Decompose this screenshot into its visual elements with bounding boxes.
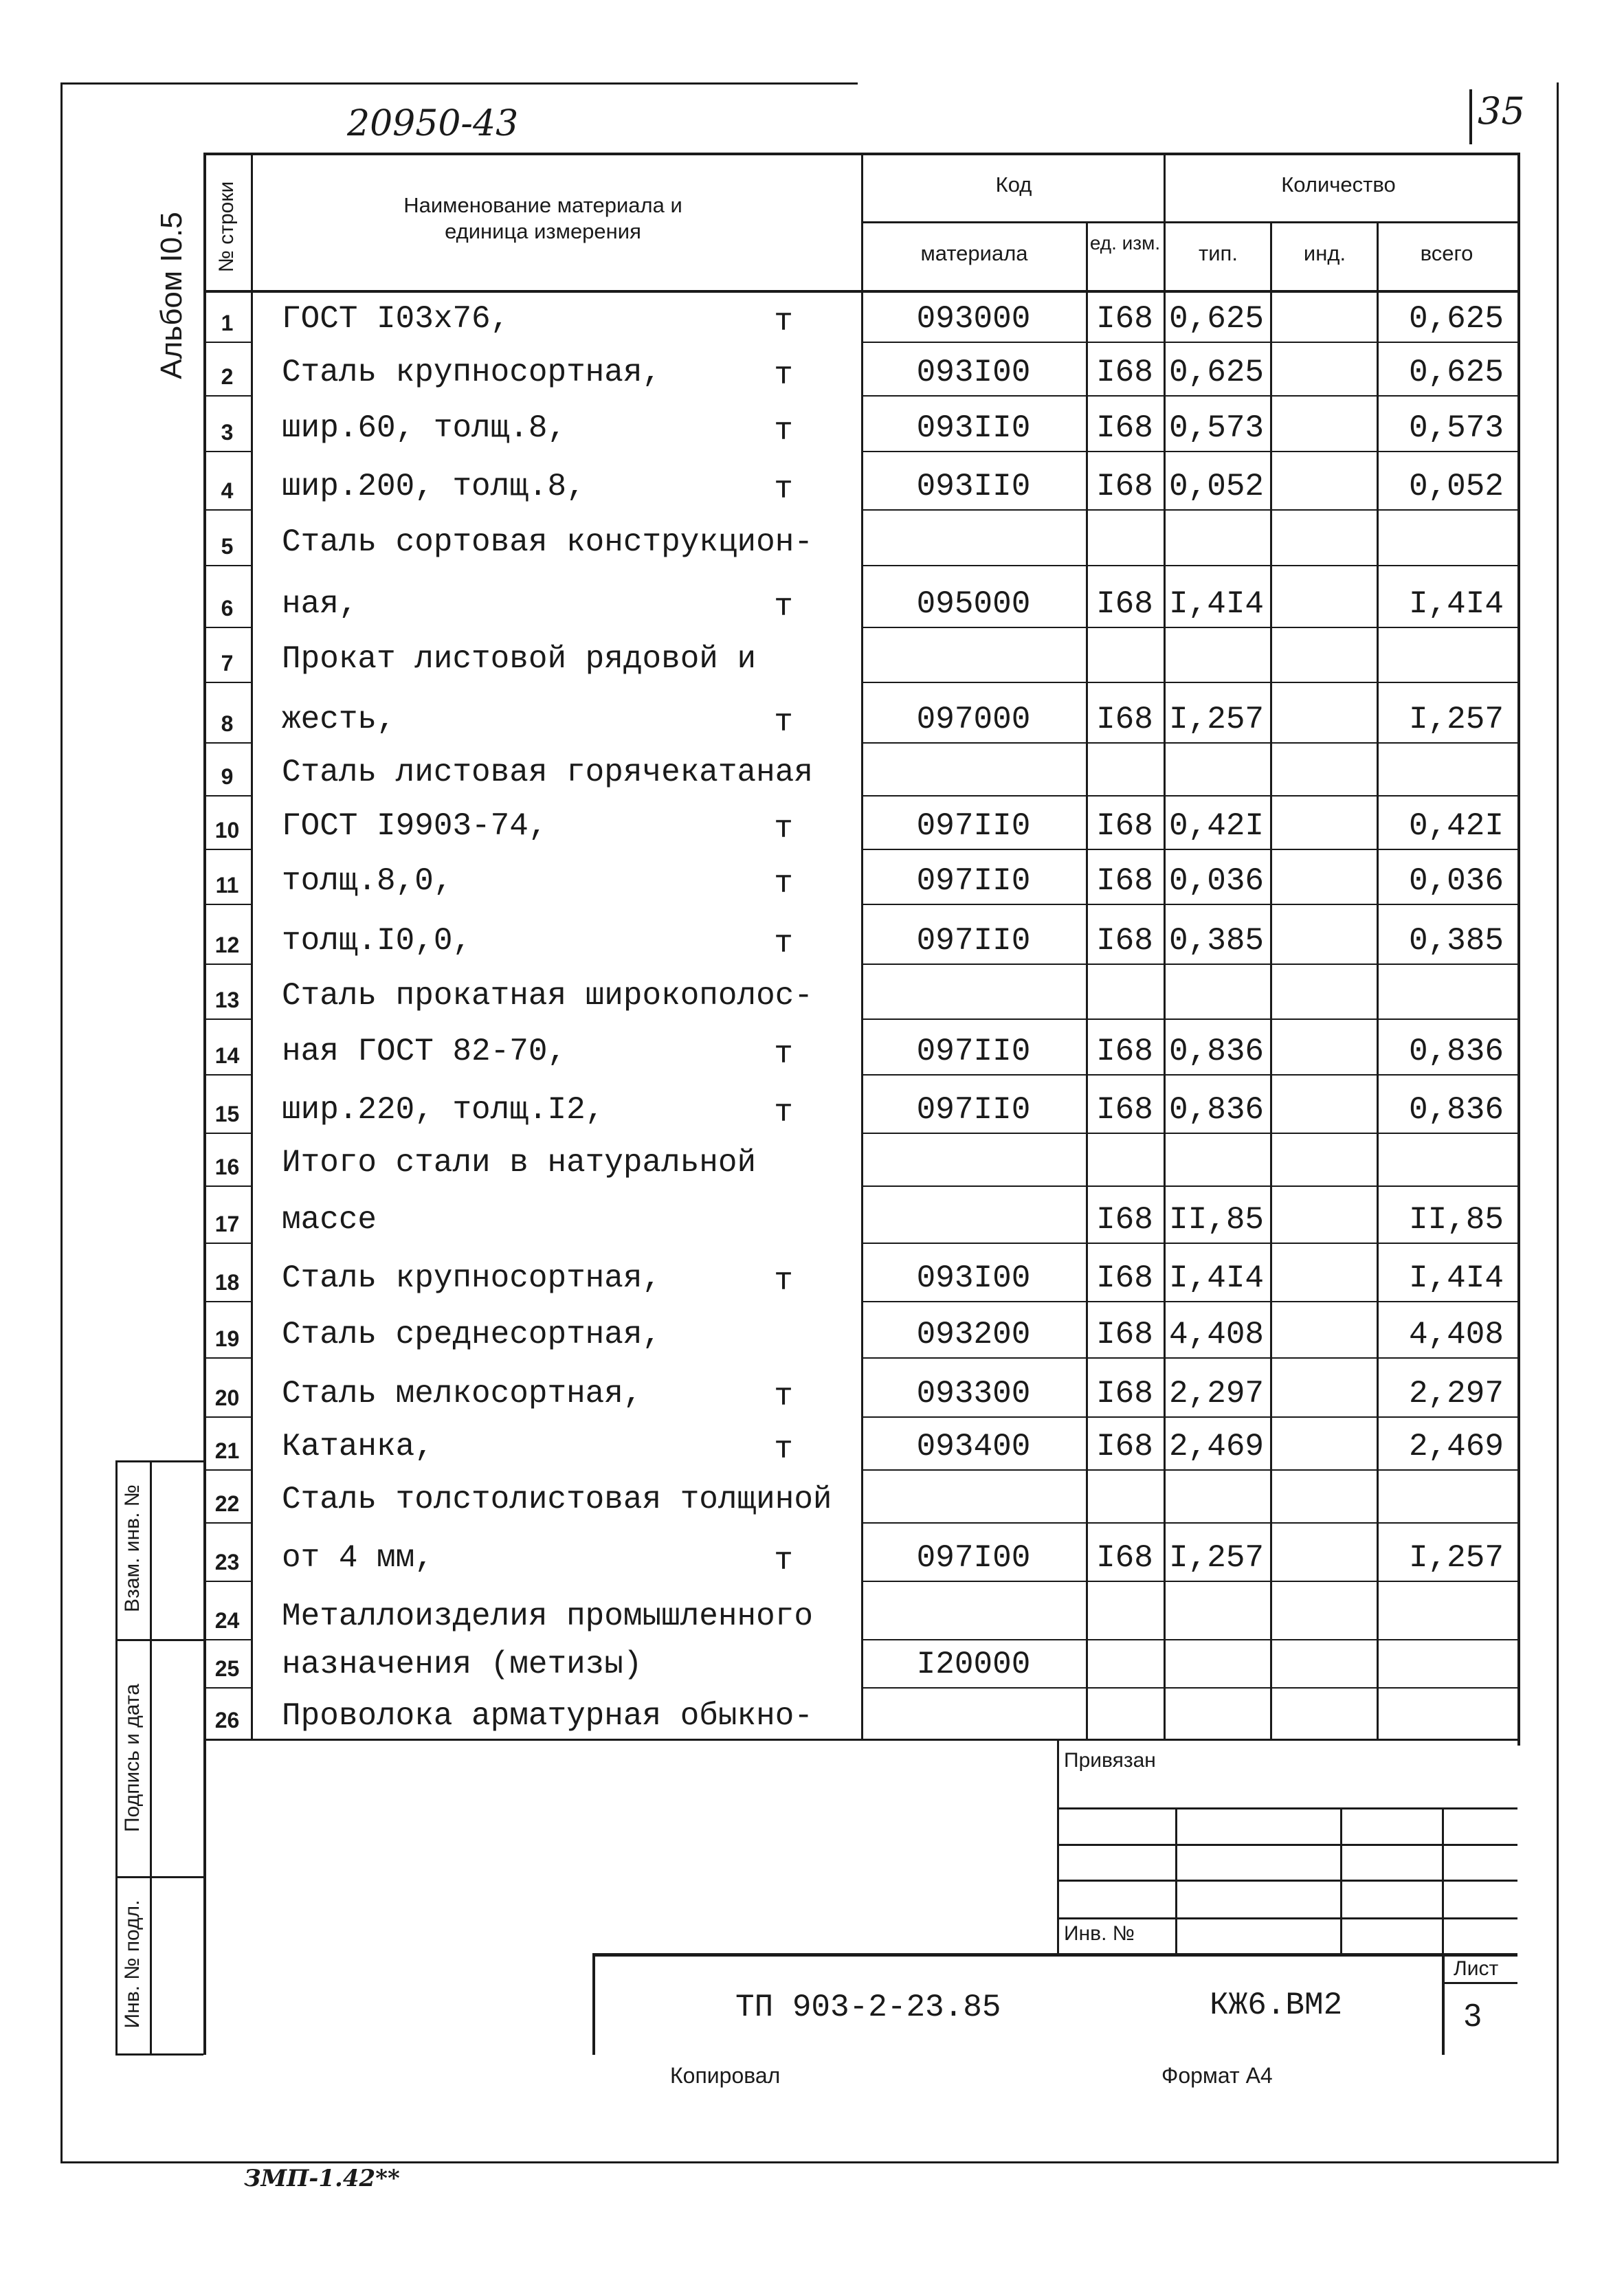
frame-top	[60, 82, 858, 85]
row-ed: I68	[1096, 1202, 1153, 1238]
row-unit: т	[774, 1379, 793, 1414]
row-total: 2,297	[1408, 1376, 1504, 1412]
grid-hline	[203, 1357, 251, 1359]
row-ed: I68	[1096, 1092, 1153, 1128]
grid-hline	[203, 451, 251, 452]
row-typ: II,85	[1169, 1202, 1265, 1238]
row-number: 11	[215, 873, 239, 898]
tb-sheet-label-line	[1442, 1982, 1517, 1984]
row-unit: т	[774, 866, 793, 902]
tb-sheet-left	[1442, 1953, 1445, 2055]
row-name: ная ГОСТ 82-70,	[282, 1034, 567, 1069]
row-number: 10	[214, 818, 240, 843]
header-qty-typ: тип.	[1199, 241, 1238, 265]
row-total: I,4I4	[1408, 1260, 1504, 1296]
grid-hline	[861, 1522, 1164, 1524]
row-code: I20000	[916, 1647, 1031, 1682]
row-code: 097II0	[916, 863, 1031, 899]
row-name: шир.200, толщ.8,	[282, 469, 586, 504]
header-code-unit: ед. изм.	[1089, 232, 1161, 254]
frame-right	[1557, 82, 1559, 2163]
row-number: 25	[214, 1656, 240, 1681]
stamp-podpis-label: Подпись и дата	[121, 1684, 144, 1832]
tb-grid-h1	[1057, 1807, 1517, 1809]
grid-vline	[1517, 153, 1520, 1746]
row-name: массе	[282, 1202, 377, 1238]
doc-number-handwritten: 20950-43	[347, 103, 519, 144]
row-name: Сталь среднесортная,	[282, 1317, 662, 1352]
tb-inv-no: Инв. №	[1064, 1922, 1135, 1945]
header-qty-ind: инд.	[1303, 241, 1346, 265]
row-number: 5	[221, 534, 234, 559]
grid-hline	[861, 451, 1164, 452]
grid-hline	[861, 742, 1164, 744]
grid-hline	[861, 682, 1164, 683]
row-number: 12	[214, 933, 240, 957]
tb-main-left	[592, 1953, 595, 2055]
grid-hline	[203, 1687, 251, 1689]
grid-hline	[203, 153, 1517, 155]
header-name: Наименование материала и единица измерения	[403, 193, 682, 243]
row-unit: т	[774, 811, 793, 847]
row-typ: 0,625	[1169, 355, 1265, 390]
page-number-divider	[1469, 89, 1472, 144]
row-typ: 0,42I	[1169, 808, 1265, 844]
grid-hline	[1164, 1074, 1517, 1076]
row-number: 6	[221, 596, 234, 621]
row-code: 097II0	[916, 1092, 1031, 1128]
grid-hline	[203, 1416, 251, 1418]
tb-grid-h2	[1057, 1844, 1517, 1846]
grid-hline	[861, 1243, 1164, 1244]
row-number: 23	[214, 1550, 240, 1574]
grid-hline	[861, 1074, 1164, 1076]
row-name: Сталь мелкосортная,	[282, 1376, 643, 1412]
row-number: 21	[214, 1438, 240, 1463]
tb-sheet-label: Лист	[1454, 1957, 1499, 1980]
row-unit: т	[774, 471, 793, 507]
row-typ: 0,625	[1169, 301, 1265, 337]
grid-hline	[1164, 1581, 1517, 1582]
row-number: 1	[221, 311, 234, 335]
grid-hline	[861, 1357, 1164, 1359]
row-number: 22	[214, 1491, 240, 1516]
row-number: 2	[221, 364, 234, 389]
grid-hline	[203, 1581, 251, 1582]
row-ed: I68	[1096, 586, 1153, 622]
row-name: ГОСТ I03х76,	[282, 301, 510, 337]
grid-hline	[203, 1185, 251, 1187]
grid-hline	[1164, 742, 1517, 744]
row-code: 093I00	[916, 1260, 1031, 1296]
grid-hline	[1164, 1301, 1517, 1302]
row-name: Сталь листовая горячекатаная	[282, 755, 813, 790]
row-ed: I68	[1096, 301, 1153, 337]
footer-copied: Копировал	[670, 2063, 781, 2088]
row-name: назначения (метизы)	[282, 1647, 643, 1682]
grid-hline	[861, 565, 1164, 566]
row-number: 8	[221, 711, 234, 736]
grid-vline	[251, 153, 253, 1739]
row-total: 0,573	[1408, 410, 1504, 446]
header-code-material: материала	[920, 241, 1028, 265]
row-code: 097II0	[916, 1034, 1031, 1069]
row-ed: I68	[1096, 1317, 1153, 1352]
frame-bottom	[60, 2161, 1559, 2163]
row-name: Итого стали в натуральной	[282, 1145, 757, 1181]
row-code: 097I00	[916, 1540, 1031, 1576]
row-typ: 0,573	[1169, 410, 1265, 446]
grid-hline	[203, 1739, 251, 1740]
grid-hline	[1164, 1185, 1517, 1187]
grid-hline	[1164, 1133, 1517, 1134]
row-typ: I,257	[1169, 702, 1265, 737]
row-name: Сталь крупносортная,	[282, 355, 662, 390]
row-total: 0,052	[1408, 469, 1504, 504]
row-number: 13	[214, 988, 240, 1012]
stamp-mid	[150, 1460, 152, 2055]
row-total: 0,625	[1408, 355, 1504, 390]
row-code: 097II0	[916, 808, 1031, 844]
grid-hline	[203, 682, 251, 683]
row-code: 093400	[916, 1429, 1031, 1464]
tb-doc-code: ТП 903-2-23.85	[735, 1990, 1001, 2025]
grid-hline	[861, 627, 1164, 628]
grid-hline	[861, 395, 1164, 397]
row-typ: I,4I4	[1169, 586, 1265, 622]
row-ed: I68	[1096, 808, 1153, 844]
row-typ: 4,408	[1169, 1317, 1265, 1352]
row-name: толщ.8,0,	[282, 863, 453, 899]
row-total: I,4I4	[1408, 586, 1504, 622]
grid-hline	[1164, 1357, 1517, 1359]
row-unit: т	[774, 926, 793, 961]
row-total: 0,036	[1408, 863, 1504, 899]
row-number: 19	[214, 1326, 240, 1351]
row-number: 24	[214, 1608, 240, 1633]
row-ed: I68	[1096, 1034, 1153, 1069]
grid-hline	[203, 565, 251, 566]
row-ed: I68	[1096, 1376, 1153, 1412]
grid-hline	[203, 849, 251, 850]
stamp-vzam-label: Взам. инв. №	[121, 1484, 144, 1612]
row-name: шир.220, толщ.I2,	[282, 1092, 605, 1128]
row-total: I,257	[1408, 702, 1504, 737]
grid-hline	[203, 509, 251, 511]
row-number: 3	[221, 420, 234, 445]
grid-vline	[1270, 221, 1272, 1739]
grid-hline	[203, 1469, 251, 1471]
row-number: 15	[214, 1102, 240, 1126]
row-code: 093000	[916, 301, 1031, 337]
grid-hline	[1164, 964, 1517, 965]
grid-hline	[861, 509, 1164, 511]
grid-hline	[203, 395, 251, 397]
grid-hline	[861, 795, 1164, 797]
grid-hline	[203, 742, 251, 744]
row-number: 4	[221, 478, 234, 503]
grid-hline	[1164, 682, 1517, 683]
row-ed: I68	[1096, 863, 1153, 899]
grid-hline	[861, 1739, 1164, 1740]
grid-hline	[861, 964, 1164, 965]
header-row-no: № строки	[215, 181, 238, 273]
row-name: ГОСТ I9903-74,	[282, 808, 548, 844]
grid-hline	[1164, 1522, 1517, 1524]
header-qty-total: всего	[1420, 241, 1473, 265]
row-total: 0,836	[1408, 1034, 1504, 1069]
grid-hline	[203, 1522, 251, 1524]
row-number: 20	[214, 1385, 240, 1410]
row-total: 0,625	[1408, 301, 1504, 337]
grid-hline	[1164, 849, 1517, 850]
row-number: 9	[221, 764, 234, 789]
tb-main-top	[592, 1953, 1517, 1957]
page-number-handwritten: 35	[1478, 89, 1525, 133]
row-typ: 0,836	[1169, 1034, 1265, 1069]
row-number: 16	[214, 1155, 240, 1179]
row-ed: I68	[1096, 1260, 1153, 1296]
row-name: Сталь прокатная широкополос-	[282, 978, 813, 1014]
row-name: Сталь сортовая конструкцион-	[282, 524, 813, 560]
row-typ: I,4I4	[1169, 1260, 1265, 1296]
row-ed: I68	[1096, 410, 1153, 446]
stamp-bottom	[115, 2053, 203, 2056]
row-total: 2,469	[1408, 1429, 1504, 1464]
header-qty-group: Количество	[1281, 172, 1396, 197]
grid-hline	[203, 1018, 251, 1020]
grid-hline	[1164, 1018, 1517, 1020]
row-unit: т	[774, 1543, 793, 1579]
row-name: Катанка,	[282, 1429, 434, 1464]
grid-hline	[1164, 627, 1517, 628]
grid-vline	[1377, 221, 1379, 1739]
grid-hline	[203, 342, 251, 343]
album-label: Альбом I0.5	[155, 212, 188, 379]
row-unit: т	[774, 1036, 793, 1072]
grid-hline	[1164, 795, 1517, 797]
row-number: 18	[214, 1270, 240, 1295]
grid-hline	[1164, 565, 1517, 566]
row-name: Проволока арматурная обыкно-	[282, 1698, 813, 1734]
grid-hline	[861, 1639, 1164, 1640]
row-unit: т	[774, 357, 793, 393]
row-code: 097000	[916, 702, 1031, 737]
row-typ: 0,385	[1169, 923, 1265, 959]
grid-hline	[203, 1133, 251, 1134]
grid-hline	[203, 1074, 251, 1076]
row-unit: т	[774, 1095, 793, 1131]
grid-hline	[1164, 342, 1517, 343]
tb-grid-v2	[1340, 1807, 1342, 1955]
row-code: 097II0	[916, 923, 1031, 959]
row-name: Прокат листовой рядовой и	[282, 641, 757, 677]
row-number: 26	[214, 1708, 240, 1733]
grid-hline	[861, 849, 1164, 850]
row-typ: 0,052	[1169, 469, 1265, 504]
grid-hline	[1164, 509, 1517, 511]
footer-format: Формат А4	[1161, 2063, 1273, 2088]
grid-hline	[1164, 904, 1517, 905]
grid-hline	[1164, 451, 1517, 452]
row-total: 0,42I	[1408, 808, 1504, 844]
row-code: 093II0	[916, 410, 1031, 446]
grid-hline	[1164, 1639, 1517, 1640]
row-code: 093300	[916, 1376, 1031, 1412]
row-ed: I68	[1096, 1540, 1153, 1576]
stamp-sep-1	[115, 1639, 203, 1641]
tb-privyazan: Привязан	[1064, 1749, 1156, 1772]
tb-grid-v3	[1442, 1807, 1444, 1955]
tb-sheet-no: 3	[1464, 1997, 1482, 2033]
grid-hline	[203, 627, 251, 628]
row-ed: I68	[1096, 923, 1153, 959]
row-name: толщ.I0,0,	[282, 923, 472, 959]
tb-privyazan-left	[1057, 1741, 1059, 1955]
row-unit: т	[774, 304, 793, 339]
frame-left	[60, 82, 63, 2161]
grid-hline	[203, 795, 251, 797]
grid-hline	[203, 1301, 251, 1302]
row-ed: I68	[1096, 469, 1153, 504]
tb-grid-h4	[1057, 1917, 1517, 1919]
row-total: 4,408	[1408, 1317, 1504, 1352]
grid-hline	[861, 1687, 1164, 1689]
grid-hline	[861, 1581, 1164, 1582]
grid-hline	[861, 904, 1164, 905]
row-code: 093I00	[916, 355, 1031, 390]
row-unit: т	[774, 413, 793, 449]
grid-hline	[1164, 1416, 1517, 1418]
grid-hline	[203, 1639, 251, 1640]
tb-sheet-code: КЖ6.ВМ2	[1210, 1987, 1343, 2023]
tb-grid-h3	[1057, 1880, 1517, 1882]
grid-hline	[861, 1469, 1164, 1471]
header-code-group: Код	[995, 172, 1032, 197]
row-ed: I68	[1096, 702, 1153, 737]
row-typ: 2,297	[1169, 1376, 1265, 1412]
row-total: II,85	[1408, 1202, 1504, 1238]
row-code: 093200	[916, 1317, 1031, 1352]
grid-vline	[1164, 153, 1166, 1739]
row-code: 095000	[916, 586, 1031, 622]
grid-hline	[1164, 395, 1517, 397]
row-total: 0,836	[1408, 1092, 1504, 1128]
row-name: от 4 мм,	[282, 1540, 434, 1576]
row-unit: т	[774, 1263, 793, 1299]
footer-bottom-stamp: ЗМП-1.42**	[244, 2165, 400, 2192]
row-unit: т	[774, 589, 793, 625]
grid-hline	[861, 1416, 1164, 1418]
row-ed: I68	[1096, 1429, 1153, 1464]
grid-hline	[203, 904, 251, 905]
grid-vline	[1086, 221, 1088, 1739]
row-typ: 2,469	[1169, 1429, 1265, 1464]
row-name: ная,	[282, 586, 358, 622]
grid-hline	[1164, 1469, 1517, 1471]
row-unit: т	[774, 1432, 793, 1467]
row-typ: I,257	[1169, 1540, 1265, 1576]
row-name: Сталь крупносортная,	[282, 1260, 662, 1296]
row-number: 17	[214, 1212, 240, 1236]
row-number: 14	[214, 1043, 240, 1068]
grid-hline	[203, 1243, 251, 1244]
row-unit: т	[774, 704, 793, 740]
row-total: I,257	[1408, 1540, 1504, 1576]
grid-hline	[861, 221, 1517, 223]
grid-hline	[861, 1301, 1164, 1302]
row-total: 0,385	[1408, 923, 1504, 959]
grid-hline	[203, 290, 1517, 293]
grid-hline	[203, 964, 251, 965]
row-number: 7	[221, 651, 234, 676]
row-ed: I68	[1096, 355, 1153, 390]
grid-hline	[1164, 1739, 1517, 1740]
row-typ: 0,836	[1169, 1092, 1265, 1128]
row-typ: 0,036	[1169, 863, 1265, 899]
grid-hline	[861, 1018, 1164, 1020]
row-name: жесть,	[282, 702, 396, 737]
row-name: шир.60, толщ.8,	[282, 410, 567, 446]
grid-hline	[861, 342, 1164, 343]
stamp-inv-podl-label: Инв. № подл.	[121, 1900, 144, 2029]
row-name: Металлоизделия промышленного	[282, 1599, 813, 1634]
row-name: Сталь толстолистовая толщиной	[282, 1482, 832, 1517]
grid-hline	[1164, 1687, 1517, 1689]
grid-hline	[861, 1185, 1164, 1187]
grid-hline	[861, 1133, 1164, 1134]
tb-grid-v1	[1175, 1807, 1177, 1955]
grid-hline	[1164, 1243, 1517, 1244]
row-code: 093II0	[916, 469, 1031, 504]
